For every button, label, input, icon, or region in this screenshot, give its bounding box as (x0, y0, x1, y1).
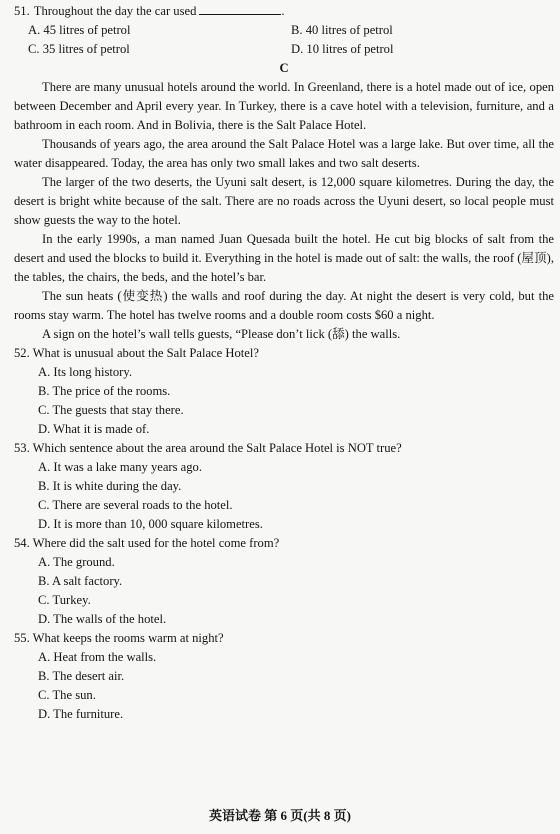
passage-paragraph: There are many unusual hotels around the world. In Greenland, there is a hotel made out of ice, open between December and April every year. In Turkey, there is a cave hotel with a television, furniture, and a bathroom in each room. And in Bolivia, there is the Salt Palace Hotel. (14, 80, 554, 132)
question-stem: 52. What is unusual about the Salt Palace Hotel? (14, 346, 259, 360)
option-a: A. 45 litres of petrol (28, 23, 131, 37)
option-a: A. It was a lake many years ago. (38, 460, 203, 474)
question-54 (14, 534, 554, 629)
option-c: C. There are several roads to the hotel. (38, 498, 233, 512)
section-label: C (279, 61, 289, 75)
question-list (14, 344, 554, 724)
question-53 (14, 439, 554, 534)
option-d: D. 10 litres of petrol (291, 42, 394, 56)
question-stem: Throughout the day the car used (33, 4, 197, 18)
passage-paragraph: Thousands of years ago, the area around the Salt Palace Hotel was a large lake. But over time, all the water disappeared. Today, the area has only two small lakes and two salt deserts. (14, 137, 554, 170)
option-d: D. The walls of the hotel. (38, 612, 167, 626)
passage-paragraph: In the early 1990s, a man named Juan Quesada built the hotel. He cut big blocks of salt from the desert and used the blocks to build it. Everything in the hotel is made out of salt: the walls, the roof (屋顶), the tables, the chairs, the beds, and the hotel’s bar. (14, 232, 554, 284)
option-a: A. Heat from the walls. (38, 650, 157, 664)
reading-passage (14, 78, 554, 344)
option-b: B. It is white during the day. (38, 479, 182, 493)
question-number: 51. (14, 4, 30, 18)
option-c: C. 35 litres of petrol (28, 42, 130, 56)
answer-blank (199, 2, 281, 15)
question-55 (14, 629, 554, 724)
option-c: C. The sun. (38, 688, 96, 702)
passage-paragraph: A sign on the hotel’s wall tells guests, “Please don’t lick (舔) the walls. (42, 327, 401, 341)
page-footer: 英语试卷 第 6 页(共 8 页) (209, 808, 351, 823)
question-stem: 54. Where did the salt used for the hotel come from? (14, 536, 280, 550)
option-d: D. The furniture. (38, 707, 124, 721)
option-b: B. 40 litres of petrol (291, 23, 393, 37)
option-d: D. What it is made of. (38, 422, 150, 436)
option-b: B. The price of the rooms. (38, 384, 171, 398)
question-end: . (281, 4, 285, 18)
question-stem: 55. What keeps the rooms warm at night? (14, 631, 224, 645)
question-stem: 53. Which sentence about the area around the Salt Palace Hotel is NOT true? (14, 441, 402, 455)
option-b: B. The desert air. (38, 669, 125, 683)
question-51-options (14, 21, 554, 59)
option-c: C. The guests that stay there. (38, 403, 184, 417)
option-b: B. A salt factory. (38, 574, 123, 588)
question-52 (14, 344, 554, 439)
passage-paragraph: The sun heats (使变热) the walls and roof during the day. At night the desert is very cold, but the rooms stay warm. The hotel has twelve rooms and a double room costs $60 a night. (14, 289, 554, 322)
option-a: A. Its long history. (38, 365, 132, 379)
option-d: D. It is more than 10, 000 square kilometres. (38, 517, 263, 531)
question-51 (14, 2, 554, 21)
passage-paragraph: The larger of the two deserts, the Uyuni salt desert, is 12,000 square kilometres. During the day, the desert is bright white because of the salt. There are no roads across the Uyuni desert, so local people must show guests the way to the hotel. (14, 175, 554, 227)
option-c: C. Turkey. (38, 593, 91, 607)
option-a: A. The ground. (38, 555, 115, 569)
